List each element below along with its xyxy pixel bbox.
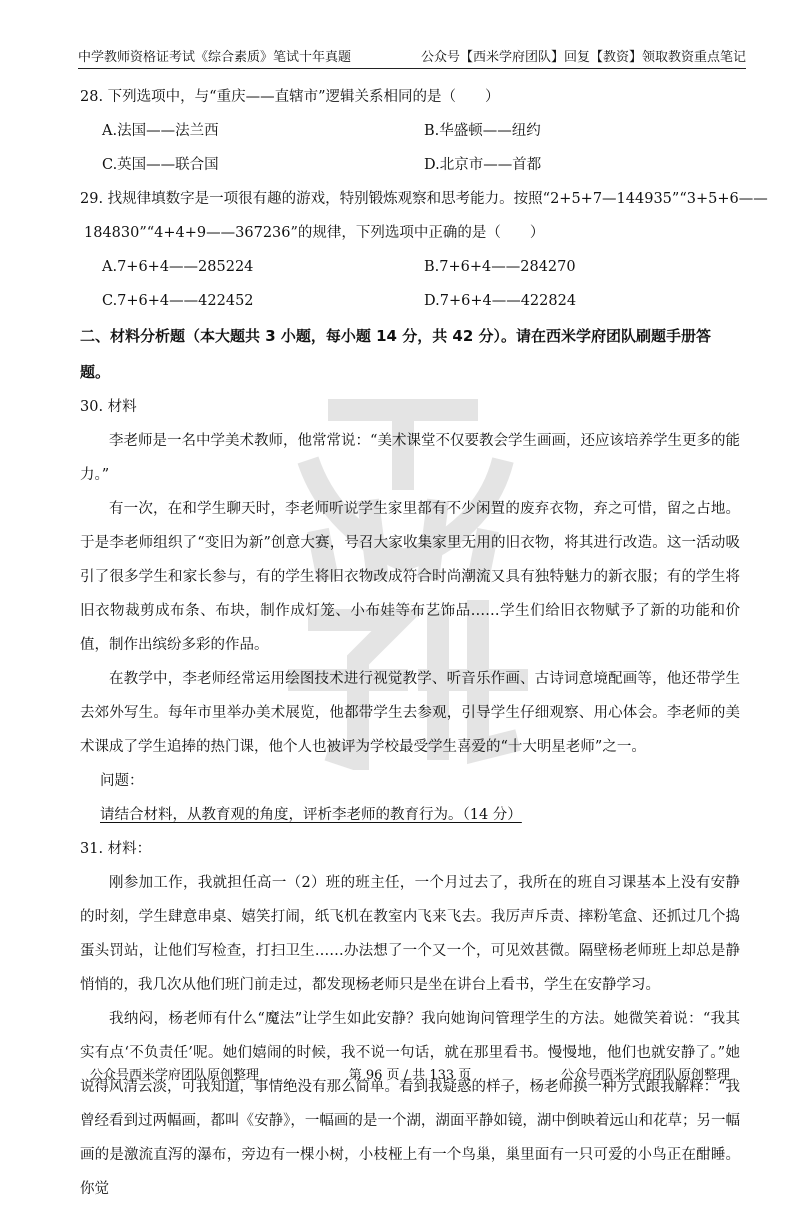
- question-29-option-d: D.7+6+4——422824: [424, 293, 577, 309]
- header-left-title: 中学教师资格证考试《综合素质》笔试十年真题: [78, 49, 352, 65]
- question-28-option-b: B.华盛顿——纽约: [424, 123, 541, 139]
- page-footer: [90, 1064, 730, 1084]
- header-right-note: 公众号【西米学府团队】回复【教资】领取教资重点笔记: [420, 49, 746, 65]
- page-body: [80, 80, 768, 1206]
- question-28-option-a: A.法国——法兰西: [102, 123, 219, 139]
- page-number: 第 96 页 / 共 133 页: [348, 1068, 472, 1083]
- question-30-paragraph-3: 在教学中，李老师经常运用绘图技术进行视觉教学、听音乐作画、古诗词意境配画等，他还带学生去郊外写生。每年市里举办美术展览，他都带学生去参观，引导学生仔细观察、用心体会。李老师的美术课成了学生追捧的热门课，他个人也被评为学校最受学生喜爱的“十大明星老师”之一。: [80, 671, 740, 755]
- section-2-title: 二、材料分析题（本大题共 3 小题，每小题 14 分，共 42 分）。请在西米学府团队刷题手册答题。: [80, 327, 712, 381]
- question-31-paragraph-2: 我纳闷，杨老师有什么“魔法”让学生如此安静？我向她询问管理学生的方法。她微笑着说：“我其实有点‘不负责任’呢。她们嬉闹的时候，我不说一句话，就在那里看书。慢慢地，他们也就安静了。”她说得风清云淡，可我知道，事情绝没有那么简单。看到我疑惑的样子，杨老师换一种方式跟我解释：“我曾经看到过两幅画，都叫《安静》，一幅画的是一个湖，湖面平静如镜，湖中倒映着远山和花草；另一幅画的是激流直泻的瀑布，旁边有一棵小树，小枝桠上有一个鸟巢，巢里面有一只可爱的小鸟正在酣睡。你觉: [80, 1011, 740, 1197]
- question-30-question-label: 问题：: [100, 773, 144, 789]
- question-30-paragraph-2: 有一次，在和学生聊天时，李老师听说学生家里都有不少闲置的废弃衣物，弃之可惜，留之占地。于是李老师组织了“变旧为新”创意大赛，号召大家收集家里无用的旧衣物，将其进行改造。这一活动吸引了很多学生和家长参与，有的学生将旧衣物改成符合时尚潮流又具有独特魅力的新衣服；有的学生将旧衣物裁剪成布条、布块，制作成灯笼、小布娃等布艺饰品……学生们给旧衣物赋予了新的功能和价值，制作出缤纷多彩的作品。: [80, 501, 740, 653]
- footer-left: 公众号西米学府团队原创整理: [90, 1068, 260, 1083]
- question-29-options-row-2: [80, 284, 740, 318]
- question-29-stem-line-1: 29. 找规律填数字是一项很有趣的游戏，特别锻炼观察和思考能力。按照“2+5+7—144935”“3+5+6——: [80, 191, 768, 207]
- question-28-option-d: D.北京市——首都: [424, 157, 542, 173]
- question-29-stem-line-2: 184830”“4+4+9——367236”的规律，下列选项中正确的是（ ）: [84, 225, 545, 241]
- header-divider: [78, 68, 746, 69]
- page-header: [78, 44, 746, 66]
- question-29-option-c: C.7+6+4——422452: [102, 293, 254, 309]
- question-29-option-b: B.7+6+4——284270: [424, 259, 576, 275]
- question-29-option-a: A.7+6+4——285224: [102, 259, 254, 275]
- question-29-options-row-1: [80, 250, 740, 284]
- question-30-paragraph-1: 李老师是一名中学美术教师，他常常说：“美术课堂不仅要教会学生画画，还应该培养学生更多的能力。”: [80, 433, 740, 483]
- question-28-option-c: C.英国——联合国: [102, 157, 219, 173]
- question-28-options-row-1: [80, 114, 740, 148]
- footer-right: 公众号西米学府团队原创整理: [560, 1068, 730, 1083]
- question-31-paragraph-1: 刚参加工作，我就担任高一（2）班的班主任，一个月过去了，我所在的班自习课基本上没有安静的时刻，学生肆意串桌、嬉笑打闹，纸飞机在教室内飞来飞去。我厉声斥责、摔粉笔盒、还抓过几个捣蛋头罚站，让他们写检查，打扫卫生……办法想了一个又一个，可见效甚微。隔壁杨老师班上却总是静悄悄的，我几次从他们班门前走过，都发现杨老师只是坐在讲台上看书，学生在安静学习。: [80, 875, 740, 993]
- question-30-question: 请结合材料，从教育观的角度，评析李老师的教育行为。（14 分）: [100, 807, 522, 823]
- question-30-label: 30. 材料: [80, 399, 137, 415]
- question-28-stem: 28. 下列选项中，与“重庆——直辖市”逻辑关系相同的是（ ）: [80, 89, 500, 105]
- question-28-options-row-2: [80, 148, 740, 182]
- question-31-label: 31. 材料：: [80, 841, 152, 857]
